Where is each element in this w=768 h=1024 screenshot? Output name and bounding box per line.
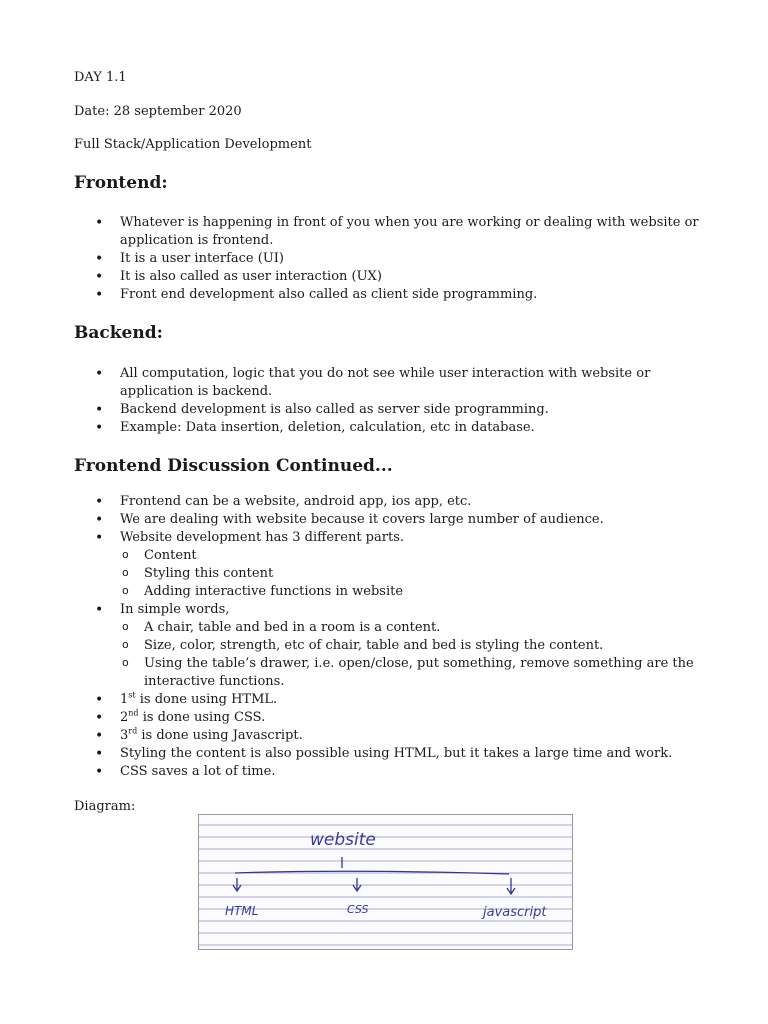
list-item: • Whatever is happening in front of you when you are working or dealing with website or application is frontend. (95, 214, 715, 250)
sublist-item: o Using the table’s drawer, i.e. open/close, put something, remove something are the interactive functions. (120, 655, 715, 691)
list-item: • We are dealing with website because it covers large number of audience. (95, 511, 715, 529)
list-item: • All computation, logic that you do not see while user interaction with website or application is backend. (95, 365, 715, 401)
list-item: • It is a user interface (UI) (95, 250, 715, 268)
list-item-text: Website development has 3 different parts. (120, 530, 404, 545)
diagram-top-node: website (310, 830, 376, 850)
list-item: • Frontend can be a website, android app, ios app, etc. (95, 493, 715, 511)
list-item-text: In simple words, (120, 602, 230, 617)
sublist-item: o Styling this content (120, 565, 715, 583)
list-item: • Styling the content is also possible using HTML, but it takes a large time and work. (95, 745, 715, 763)
list-item: • CSS saves a lot of time. (95, 763, 715, 781)
list-item: • It is also called as user interaction (UX) (95, 268, 715, 286)
handwritten-diagram (198, 814, 573, 950)
day-label: DAY 1.1 (74, 70, 127, 85)
list-item: • Backend development is also called as server side programming. (95, 401, 715, 419)
list-item: • Front end development also called as client side programming. (95, 286, 715, 304)
continued-list (95, 493, 715, 781)
list-item (95, 529, 715, 601)
ruled-lines (199, 825, 572, 945)
diagram-right-node: javascript (483, 905, 547, 920)
list-item (95, 601, 715, 691)
diagram-middle-node: CSS (347, 903, 369, 916)
frontend-heading: Frontend: (74, 173, 168, 193)
simple-sublist (120, 619, 715, 691)
list-item: • Example: Data insertion, deletion, calculation, etc in database. (95, 419, 715, 437)
diagram-left-node: HTML (225, 904, 259, 918)
diagram-drawing (199, 815, 572, 949)
sublist-item: o A chair, table and bed in a room is a content. (120, 619, 715, 637)
continued-heading: Frontend Discussion Continued... (74, 456, 393, 476)
parts-sublist (120, 547, 715, 601)
list-item: • 2nd is done using CSS. (95, 709, 715, 727)
frontend-list (95, 214, 715, 304)
list-item: • 3rd is done using Javascript. (95, 727, 715, 745)
topic-line: Full Stack/Application Development (74, 137, 312, 152)
sublist-item: o Size, color, strength, etc of chair, table and bed is styling the content. (120, 637, 715, 655)
list-item: • 1st is done using HTML. (95, 691, 715, 709)
sublist-item: o Content (120, 547, 715, 565)
sublist-item: o Adding interactive functions in website (120, 583, 715, 601)
backend-list (95, 365, 715, 437)
backend-heading: Backend: (74, 323, 163, 343)
diagram-connectors (233, 857, 515, 894)
diagram-label: Diagram: (74, 799, 136, 814)
date-line: Date: 28 september 2020 (74, 104, 242, 119)
